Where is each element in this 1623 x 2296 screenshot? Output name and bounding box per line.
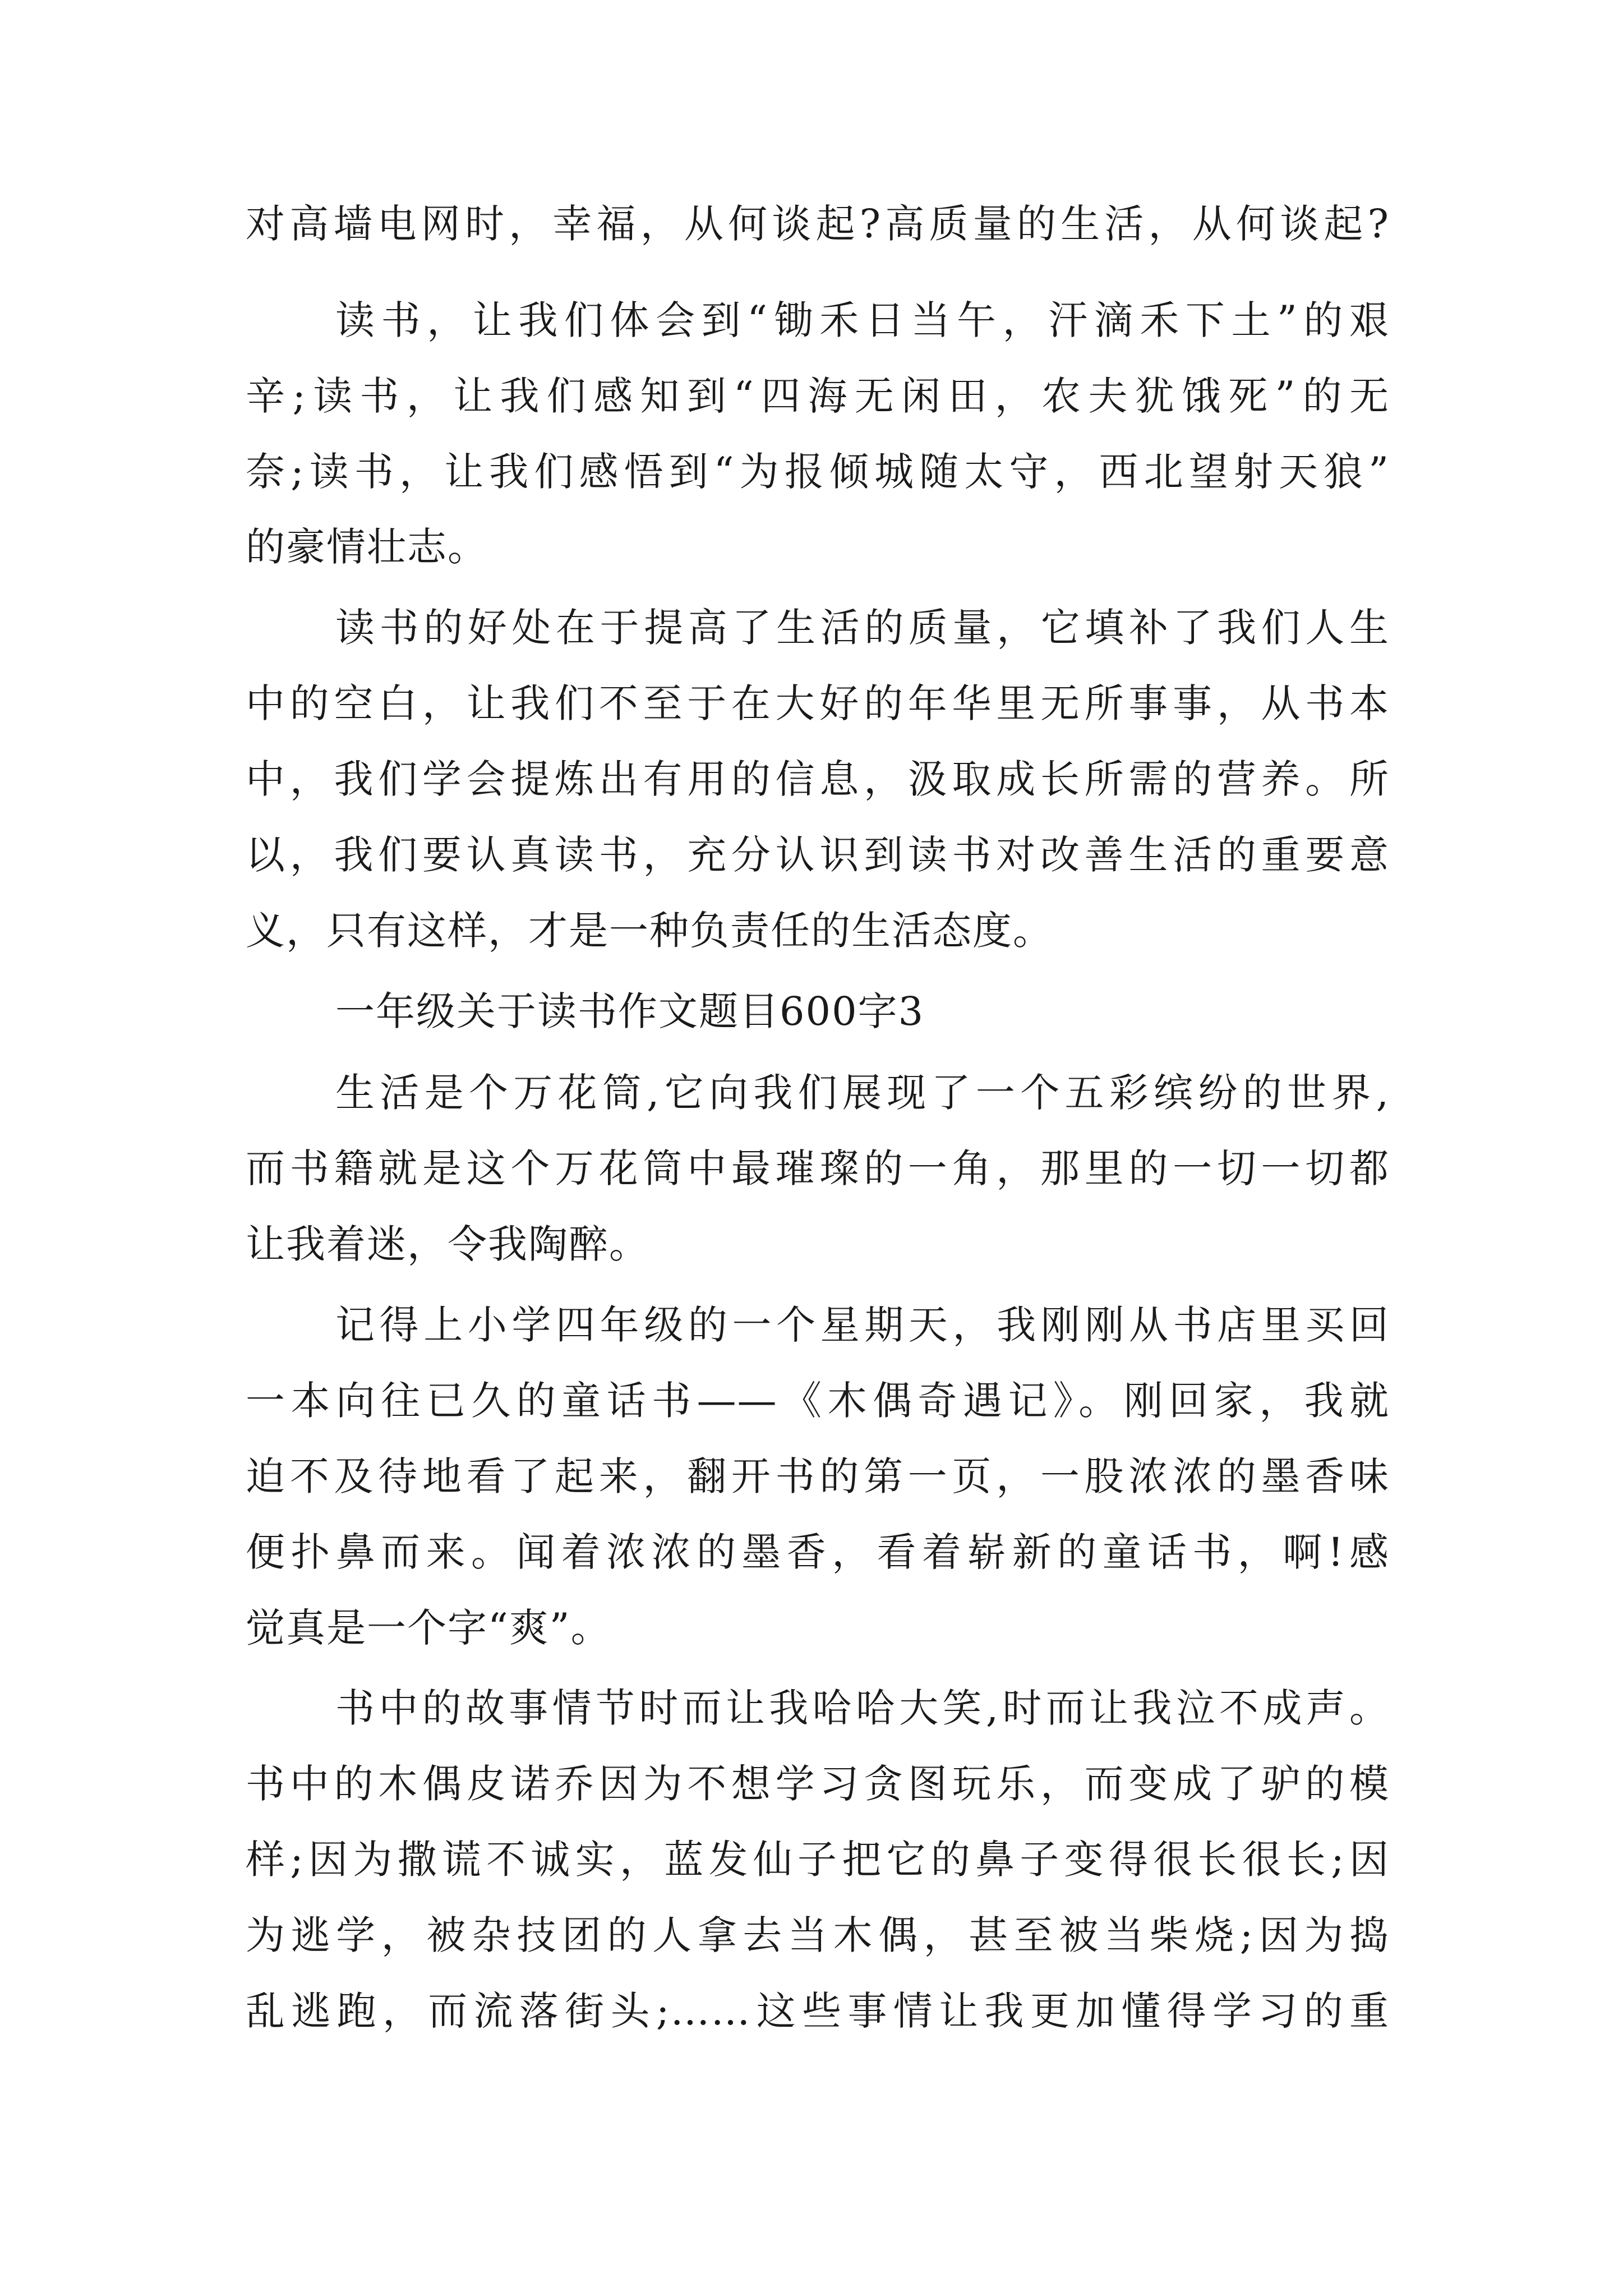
- text-line: 义，只有这样，才是一种负责任的生活态度。: [246, 908, 1053, 954]
- text-line: 对高墙电网时，幸福，从何谈起?高质量的生活，从何谈起?: [246, 201, 1390, 247]
- text-line: 奈;读书，让我们感悟到“为报倾城随太守，西北望射天狼”: [246, 449, 1390, 495]
- text-line: 书中的木偶皮诺乔因为不想学习贪图玩乐，而变成了驴的模: [246, 1761, 1390, 1807]
- text-line: 读书，让我们体会到“锄禾日当午，汗滴禾下土”的艰: [335, 297, 1390, 343]
- text-line: 中的空白，让我们不至于在大好的年华里无所事事，从书本: [246, 680, 1390, 726]
- text-line: 辛;读书，让我们感知到“四海无闲田，农夫犹饿死”的无: [246, 373, 1390, 419]
- text-line: 乱逃跑，而流落街头;……这些事情让我更加懂得学习的重: [246, 1988, 1390, 2034]
- text-line: 生活是个万花筒,它向我们展现了一个五彩缤纷的世界,: [335, 1070, 1390, 1116]
- text-line: 觉真是一个字“爽”。: [246, 1605, 611, 1651]
- text-line: 读书的好处在于提高了生活的质量，它填补了我们人生: [335, 605, 1390, 651]
- text-line: 便扑鼻而来。闻着浓浓的墨香，看着崭新的童话书，啊!感: [246, 1529, 1390, 1575]
- section-heading: 一年级关于读书作文题目600字3: [335, 988, 925, 1034]
- text-line: 一本向往已久的童话书——《木偶奇遇记》。刚回家，我就: [246, 1378, 1390, 1424]
- text-line: 让我着迷，令我陶醉。: [246, 1221, 649, 1267]
- text-line: 的豪情壮志。: [246, 524, 488, 570]
- text-line: 样;因为撒谎不诚实，蓝发仙子把它的鼻子变得很长很长;因: [246, 1837, 1390, 1883]
- text-line: 迫不及待地看了起来，翻开书的第一页，一股浓浓的墨香味: [246, 1453, 1390, 1499]
- text-line: 记得上小学四年级的一个星期天，我刚刚从书店里买回: [335, 1302, 1390, 1348]
- text-line: 以，我们要认真读书，充分认识到读书对改善生活的重要意: [246, 832, 1390, 878]
- text-line: 书中的故事情节时而让我哈哈大笑,时而让我泣不成声。: [335, 1685, 1390, 1731]
- text-line: 中，我们学会提炼出有用的信息，汲取成长所需的营养。所: [246, 756, 1390, 802]
- text-line: 而书籍就是这个万花筒中最璀璨的一角，那里的一切一切都: [246, 1145, 1390, 1191]
- text-line: 为逃学，被杂技团的人拿去当木偶，甚至被当柴烧;因为捣: [246, 1912, 1390, 1958]
